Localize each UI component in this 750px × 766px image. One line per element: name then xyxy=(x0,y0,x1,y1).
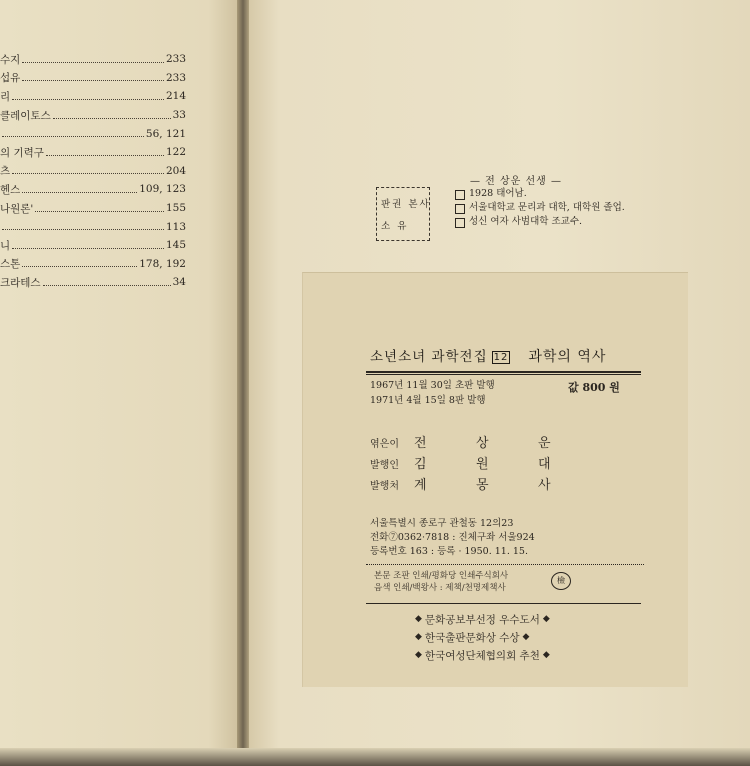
index-pages: 233 xyxy=(165,53,186,66)
leader-dots xyxy=(12,173,164,174)
index-term: 의 기력구 xyxy=(0,146,44,159)
leader-dots xyxy=(22,266,137,267)
diamond-icon: ◆ xyxy=(542,614,550,624)
credit-row xyxy=(370,432,600,453)
leader-dots xyxy=(22,62,164,63)
award-item xyxy=(412,628,553,646)
registration-line: 등록번호 163 : 등록 · 1950. 11. 15. xyxy=(370,546,528,557)
leader-dots xyxy=(43,285,171,286)
credit-role: 엮은이 xyxy=(370,439,399,450)
left-page xyxy=(0,0,245,766)
diamond-icon: ◆ xyxy=(415,614,422,624)
leader-dots xyxy=(53,118,171,119)
square-bullet-icon xyxy=(455,204,465,214)
price: 값 800 원 xyxy=(568,381,620,394)
index-entry xyxy=(0,50,186,69)
index-pages: 145 xyxy=(165,239,186,252)
index-entry xyxy=(0,106,186,125)
credit-row xyxy=(370,453,600,474)
index-term: 헨스 xyxy=(0,183,21,196)
square-bullet-icon xyxy=(455,218,465,228)
diamond-icon: ◆ xyxy=(415,650,422,660)
address-line: 서울특별시 종로구 관철동 12의23 xyxy=(370,518,514,529)
index-term: 수지 xyxy=(0,53,21,66)
index-entry xyxy=(0,199,186,218)
index-entry xyxy=(0,87,186,106)
award-text: 문화공보부선정 우수도서 xyxy=(424,613,540,626)
divider xyxy=(366,603,641,604)
index-entry xyxy=(0,69,186,88)
book-title xyxy=(370,345,606,366)
leader-dots xyxy=(2,136,144,137)
credit-role: 발행인 xyxy=(370,460,399,471)
index-pages: 113 xyxy=(165,220,186,233)
index-term: 스톤 xyxy=(0,258,21,271)
index-term: 나원론' xyxy=(0,202,34,215)
index-term: 니 xyxy=(0,239,11,252)
edition-line: 1967년 11월 30일 초판 발행 xyxy=(370,380,495,391)
awards xyxy=(412,610,553,664)
index-term: 클레이토스 xyxy=(0,109,51,122)
square-bullet-icon xyxy=(455,190,465,200)
credit-row xyxy=(370,474,600,495)
index-pages: 233 xyxy=(165,71,186,84)
leader-dots xyxy=(22,80,164,81)
award-text: 한국여성단체협의회 추천 xyxy=(424,649,540,662)
stamp-line: 소 유 xyxy=(381,221,409,232)
series-name: 소년소녀 과학전집 xyxy=(370,349,488,365)
index-entry xyxy=(0,180,186,199)
index-pages: 109, 123 xyxy=(139,183,186,196)
index-entry xyxy=(0,217,186,236)
leader-dots xyxy=(22,192,137,193)
printer-line: 음색 인쇄/백왕사 : 제책/천명제책사 xyxy=(374,583,506,593)
index-entry xyxy=(0,162,186,181)
bio-item xyxy=(455,201,625,215)
page-edge-shadow xyxy=(0,748,750,766)
bio-text: 성신 여자 사범대학 조교수. xyxy=(469,216,583,227)
edition-dates xyxy=(370,378,495,408)
award-item xyxy=(412,610,553,628)
diamond-icon: ◆ xyxy=(522,632,530,642)
index-list xyxy=(0,50,186,292)
index-entry xyxy=(0,143,186,162)
author-heading: — 전 상운 선생 — xyxy=(470,176,563,187)
leader-dots xyxy=(12,248,164,249)
bio-item xyxy=(455,215,625,229)
credit-name: 김 원 대 xyxy=(414,457,551,472)
credits xyxy=(370,432,600,495)
index-pages: 155 xyxy=(165,202,186,215)
author-bio xyxy=(455,187,625,229)
index-term: 리 xyxy=(0,90,11,103)
index-pages: 204 xyxy=(165,164,186,177)
index-entry xyxy=(0,273,186,292)
index-term: 크라테스 xyxy=(0,276,41,289)
printer-credits xyxy=(374,570,508,594)
diamond-icon: ◆ xyxy=(542,650,550,660)
book-gutter xyxy=(237,0,249,766)
publisher-address xyxy=(370,517,535,559)
volume-number: 12 xyxy=(493,352,509,363)
divider xyxy=(366,564,644,565)
credit-name: 전 상 운 xyxy=(414,436,551,451)
bio-item xyxy=(455,187,625,201)
bio-text: 1928 태어남. xyxy=(469,188,527,199)
credit-name: 계 몽 사 xyxy=(414,478,551,493)
index-entry xyxy=(0,255,186,274)
diamond-icon: ◆ xyxy=(415,632,422,642)
leader-dots xyxy=(12,99,164,100)
edition-line: 1971년 4월 15일 8판 발행 xyxy=(370,395,486,406)
index-entry xyxy=(0,124,186,143)
printer-line: 본문 조판 인쇄/평화당 인쇄주식회사 xyxy=(374,571,509,581)
index-pages: 214 xyxy=(165,90,186,103)
index-pages: 122 xyxy=(165,146,186,159)
copyright-stamp xyxy=(376,187,430,241)
bio-text: 서울대학교 문리과 대학, 대학원 졸업. xyxy=(469,202,625,213)
index-pages: 33 xyxy=(172,109,186,122)
inspection-seal: 檢 xyxy=(551,572,571,590)
index-pages: 178, 192 xyxy=(139,257,186,270)
phone-line: 전화⑦0362·7818 : 진체구좌 서울924 xyxy=(370,532,535,543)
leader-dots xyxy=(2,229,164,230)
title-text: 과학의 역사 xyxy=(528,349,607,365)
index-term: 섭유 xyxy=(0,72,21,85)
leader-dots xyxy=(46,155,164,156)
index-entry xyxy=(0,236,186,255)
index-pages: 34 xyxy=(172,276,186,289)
award-item xyxy=(412,646,553,664)
divider xyxy=(366,374,641,375)
index-term: 츠 xyxy=(0,165,11,178)
index-pages: 56, 121 xyxy=(145,127,186,140)
award-text: 한국출판문화상 수상 xyxy=(424,631,520,644)
credit-role: 발행처 xyxy=(370,481,399,492)
stamp-line: 판권 본사 xyxy=(381,199,431,210)
leader-dots xyxy=(35,211,164,212)
divider xyxy=(366,371,641,373)
